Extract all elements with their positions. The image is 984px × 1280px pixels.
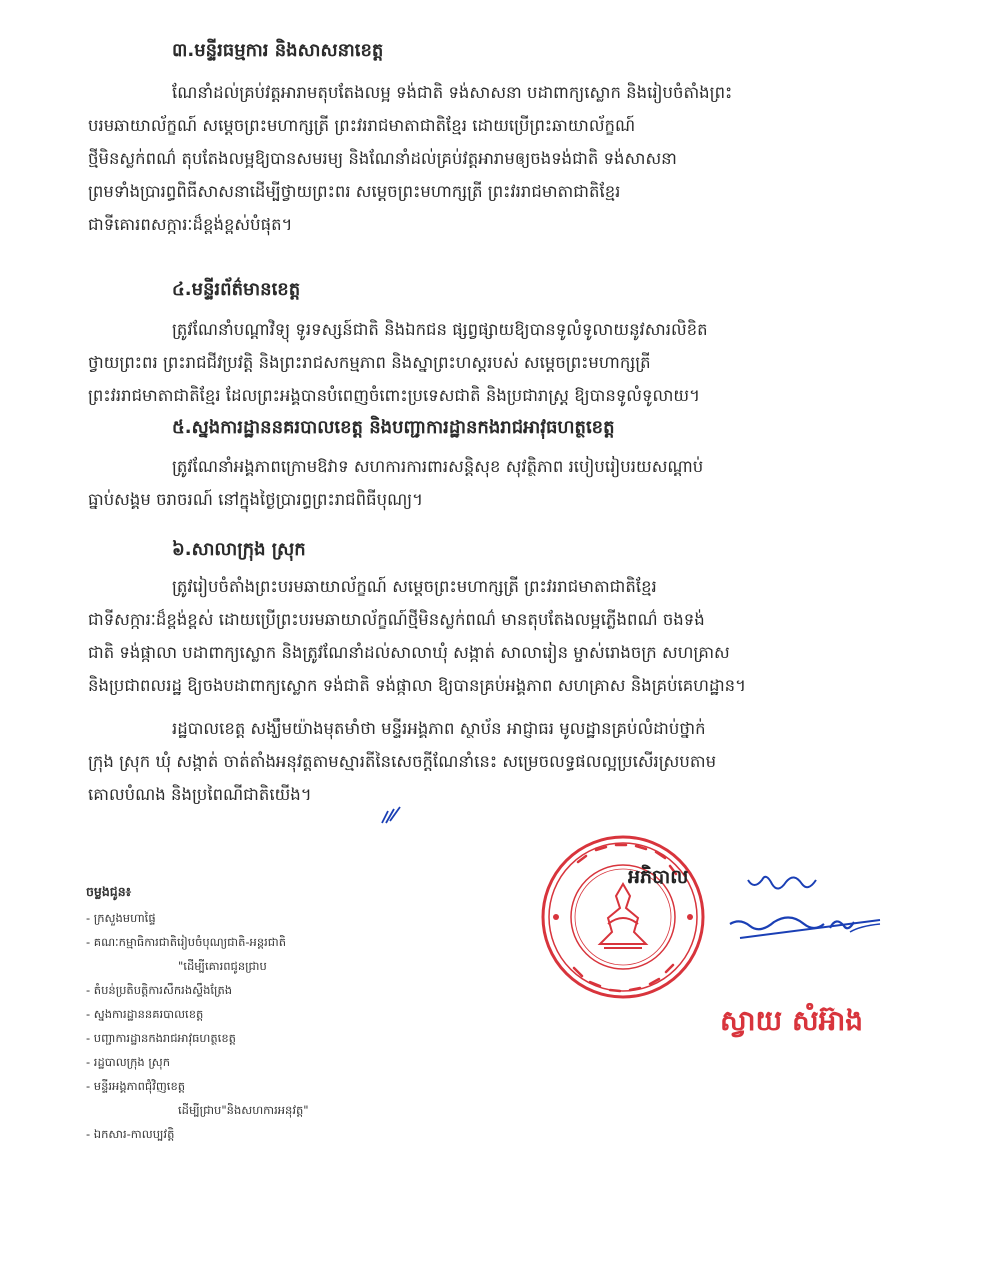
text-line: ព្រះវររាជមាតាជាតិខ្មែរ ដែលព្រះអង្គបានបំពេញចំពោះប្រទេសជាតិ និងប្រជារាស្ត្រ ឱ្យបានទូលំទូលាយ។ — [88, 386, 701, 405]
section-4-body — [88, 313, 908, 412]
text-line: ក្រុង ស្រុក ឃុំ សង្កាត់ ចាត់តាំងអនុវត្តតាមស្មារតីនៃសេចក្តីណែនាំនេះ សម្រេចលទ្ធផលល្អប្រសើរស្របតាម — [88, 752, 717, 771]
section-4-heading: ៤.មន្ទីរព័ត៌មានខេត្ត — [172, 279, 301, 300]
text-line: បរមឆាយាល័ក្ខណ៍ សម្តេចព្រះមហាក្សត្រី ព្រះវររាជមាតាជាតិខ្មែរ ដោយប្រើព្រះឆាយាល័ក្ខណ៍ — [88, 116, 636, 135]
text-line: ត្រូវរៀបចំតាំងព្រះបរមឆាយាល័ក្ខណ៍ សម្តេចព្រះមហាក្សត្រី ព្រះវររាជមាតាជាតិខ្មែរ — [172, 577, 657, 596]
section-3-body — [88, 76, 908, 241]
cc-item: "ដើម្បីគោរពជូនជ្រាប — [178, 959, 267, 973]
text-line: គោលបំណង និងប្រពៃណីជាតិយើង។ — [88, 785, 312, 804]
section-3-heading: ៣.មន្ទីរធម្មការ និងសាសនាខេត្ត — [172, 40, 384, 61]
cc-item: - ស្នងការដ្ឋាននគរបាលខេត្ត — [86, 1007, 204, 1021]
cc-item: - ក្រសួងមហាផ្ទៃ — [86, 911, 156, 925]
official-seal-icon — [538, 832, 708, 1002]
cc-item: - ឯកសារ-កាលប្បវត្តិ — [86, 1127, 175, 1141]
governor-title: អភិបាល — [628, 866, 689, 888]
text-line: ជាទីគោរពសក្ការៈដ៏ខ្ពង់ខ្ពស់បំផុត។ — [88, 215, 293, 234]
section-6-body — [88, 570, 908, 702]
section-5-heading: ៥.ស្នងការដ្ឋាននគរបាលខេត្ត និងបញ្ជាការដ្ឋានកងរាជអាវុធហត្ថខេត្ត — [172, 417, 615, 438]
text-line: ធ្នាប់សង្គម ចរាចរណ៍ នៅក្នុងថ្ងៃប្រារព្ធព្រះរាជពិធីបុណ្យ។ — [88, 490, 424, 509]
text-line: ព្រមទាំងប្រារព្ធពិធីសាសនាដើម្បីថ្វាយព្រះពរ សម្តេចព្រះមហាក្សត្រី ព្រះវររាជមាតាជាតិខ្មែរ — [88, 182, 621, 201]
text-line: ជាតិ ទង់ផ្កាលា បដាពាក្យស្លោក និងត្រូវណែនាំដល់សាលាឃុំ សង្កាត់ សាលារៀន ម្ចាស់រោងចក្រ សហគ្រាស — [88, 643, 730, 662]
cc-item: - មន្ទីរអង្គភាពជុំវិញខេត្ត — [86, 1079, 186, 1093]
section-6-heading: ៦.សាលាក្រុង ស្រុក — [172, 539, 306, 560]
text-line: ណែនាំដល់គ្រប់វត្តអារាមតុបតែងលម្អ ទង់ជាតិ ទង់សាសនា បដាពាក្យស្លោក និងរៀបចំតាំងព្រះ — [172, 83, 733, 102]
closing-paragraph — [88, 712, 908, 811]
governor-name: ស្វាយ សំអ៊ាង — [720, 1004, 864, 1037]
cc-item: - បញ្ជាការដ្ឋានកងរាជអាវុធហត្ថខេត្ត — [86, 1031, 236, 1045]
text-line: និងប្រជាពលរដ្ឋ ឱ្យចងបដាពាក្យស្លោក ទង់ជាតិ ទង់ផ្កាលា ឱ្យបានគ្រប់អង្គភាព សហគ្រាស និងគ្រប់គេហដ្ឋាន។ — [88, 676, 747, 695]
cc-item: - គណៈកម្មាធិការជាតិរៀបចំបុណ្យជាតិ-អន្តរជាតិ — [86, 935, 287, 949]
signature-icon — [700, 872, 900, 952]
cc-item: - តំបន់ប្រតិបត្តិការសឹករងស្ទឹងត្រែង — [86, 983, 233, 997]
text-line: រដ្ឋបាលខេត្ត សង្ឃឹមយ៉ាងមុតមាំថា មន្ទីរអង្គភាព ស្ថាប័ន អាជ្ញាធរ មូលដ្ឋានគ្រប់លំដាប់ថ្នាក់ — [172, 719, 706, 738]
text-line: ត្រូវណែនាំអង្គភាពក្រោមឱវាទ សហការការពារសន្តិសុខ សុវត្ថិភាព របៀបរៀបរយសណ្តាប់ — [172, 457, 704, 476]
cc-item: - រដ្ឋបាលក្រុង ស្រុក — [86, 1055, 171, 1069]
text-line: ថ្មីមិនស្លក់ពណ៌ តុបតែងលម្អឱ្យបានសមរម្យ និងណែនាំដល់គ្រប់វត្តអារាមឲ្យចងទង់ជាតិ ទង់សាសនា — [88, 149, 677, 168]
cc-title: ចម្លងជូន៖ — [86, 884, 132, 899]
cc-list — [86, 880, 466, 1146]
handwritten-tick-icon — [380, 805, 404, 827]
section-5-body — [88, 450, 908, 516]
text-line: ជាទីសក្ការៈដ៏ខ្ពង់ខ្ពស់ ដោយប្រើព្រះបរមឆាយាល័ក្ខណ៍ថ្មីមិនស្លក់ពណ៌ មានតុបតែងលម្អភ្លើងពណ៌ ចងទង់ — [88, 610, 705, 629]
text-line: ត្រូវណែនាំបណ្តាវិទ្យុ ទូរទស្សន៍ជាតិ និងឯកជន ផ្សព្វផ្សាយឱ្យបានទូលំទូលាយនូវសារលិខិត — [172, 320, 708, 339]
cc-item: ដើម្បីជ្រាប"និងសហការអនុវត្ត" — [178, 1103, 309, 1117]
text-line: ថ្វាយព្រះពរ ព្រះរាជជីវប្រវត្តិ និងព្រះរាជសកម្មភាព និងស្នាព្រះហស្តរបស់ សម្តេចព្រះមហាក្សត្រី — [88, 353, 651, 372]
